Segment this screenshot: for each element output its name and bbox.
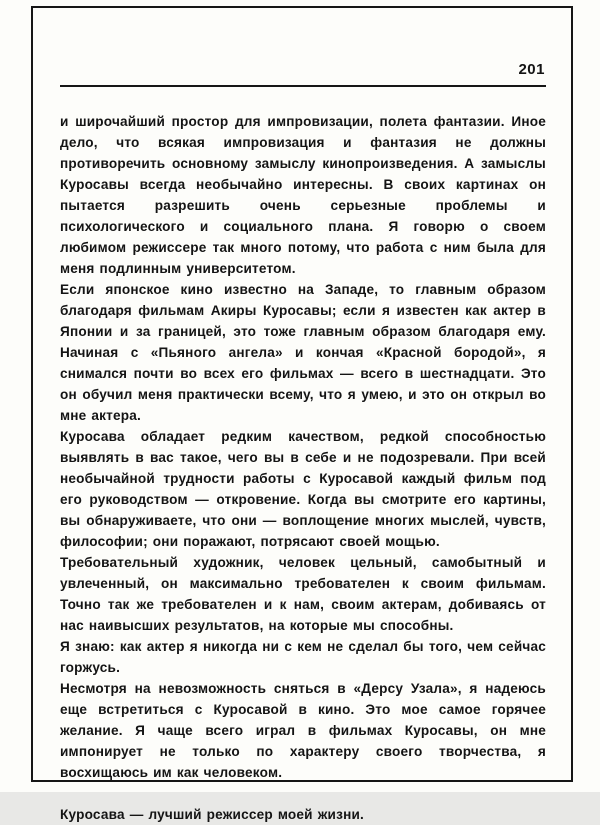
paragraph: Несмотря на невозможность сняться в «Дерсу Узала», я надеюсь еще встретиться с Куросавой в кино. Это мое самое горячее желание. Я чаще всего играл в фильмах Куросавы, он мне импонирует не только по характеру своего творчества, я восхищаюсь им как человеком.: [60, 681, 546, 780]
page-body: [60, 111, 546, 825]
paragraph: Куросава — лучший режиссер моей жизни.: [60, 807, 365, 822]
page-number: 201: [518, 61, 545, 78]
paragraph: Я знаю: как актер я никогда ни с кем не сделал бы того, чем сейчас горжусь.: [60, 639, 546, 675]
paragraph: Требовательный художник, человек цельный, самобытный и увлеченный, он максимально требователен к своим фильмам. Точно так же требователен и к нам, своим актерам, добиваясь от нас наивысших результатов, на которые мы способны.: [60, 555, 546, 633]
paragraph: и широчайший простор для импровизации, полета фантазии. Иное дело, что всякая импровизация и фантазия не должны противоречить основному замыслу кинопроизведения. А замыслы Куросавы всегда необычайно интересны. В своих картинах он пытается разрешить очень серьезные проблемы и психологического и социального плана. Я говорю о своем любимом режиссере так много потому, что работа с ним была для меня подлинным университетом.: [60, 114, 546, 276]
paragraph: Если японское кино известно на Западе, то главным образом благодаря фильмам Акиры Куросавы; если я известен как актер в Японии и за границей, это тоже главным образом благодаря ему. Начиная с «Пьяного ангела» и кончая «Красной бородой», я снимался почти во всех его фильмах — всего в шестнадцати. Это он обучил меня практически всему, что я умею, и это он открыл во мне актера.: [60, 282, 546, 423]
header-rule: [60, 85, 546, 87]
paragraph: Куросава обладает редким качеством, редкой способностью выявлять в вас такое, чего вы в себе и не подозревали. При всей необычайной трудности работы с Куросавой каждый фильм под его руководством — откровение. Когда вы смотрите его картины, вы обнаруживаете, что они — воплощение многих мыслей, чувств, философии; они поражают, потрясают своей мощью.: [60, 429, 546, 549]
page-content: [60, 62, 546, 825]
page-header: [60, 62, 546, 78]
